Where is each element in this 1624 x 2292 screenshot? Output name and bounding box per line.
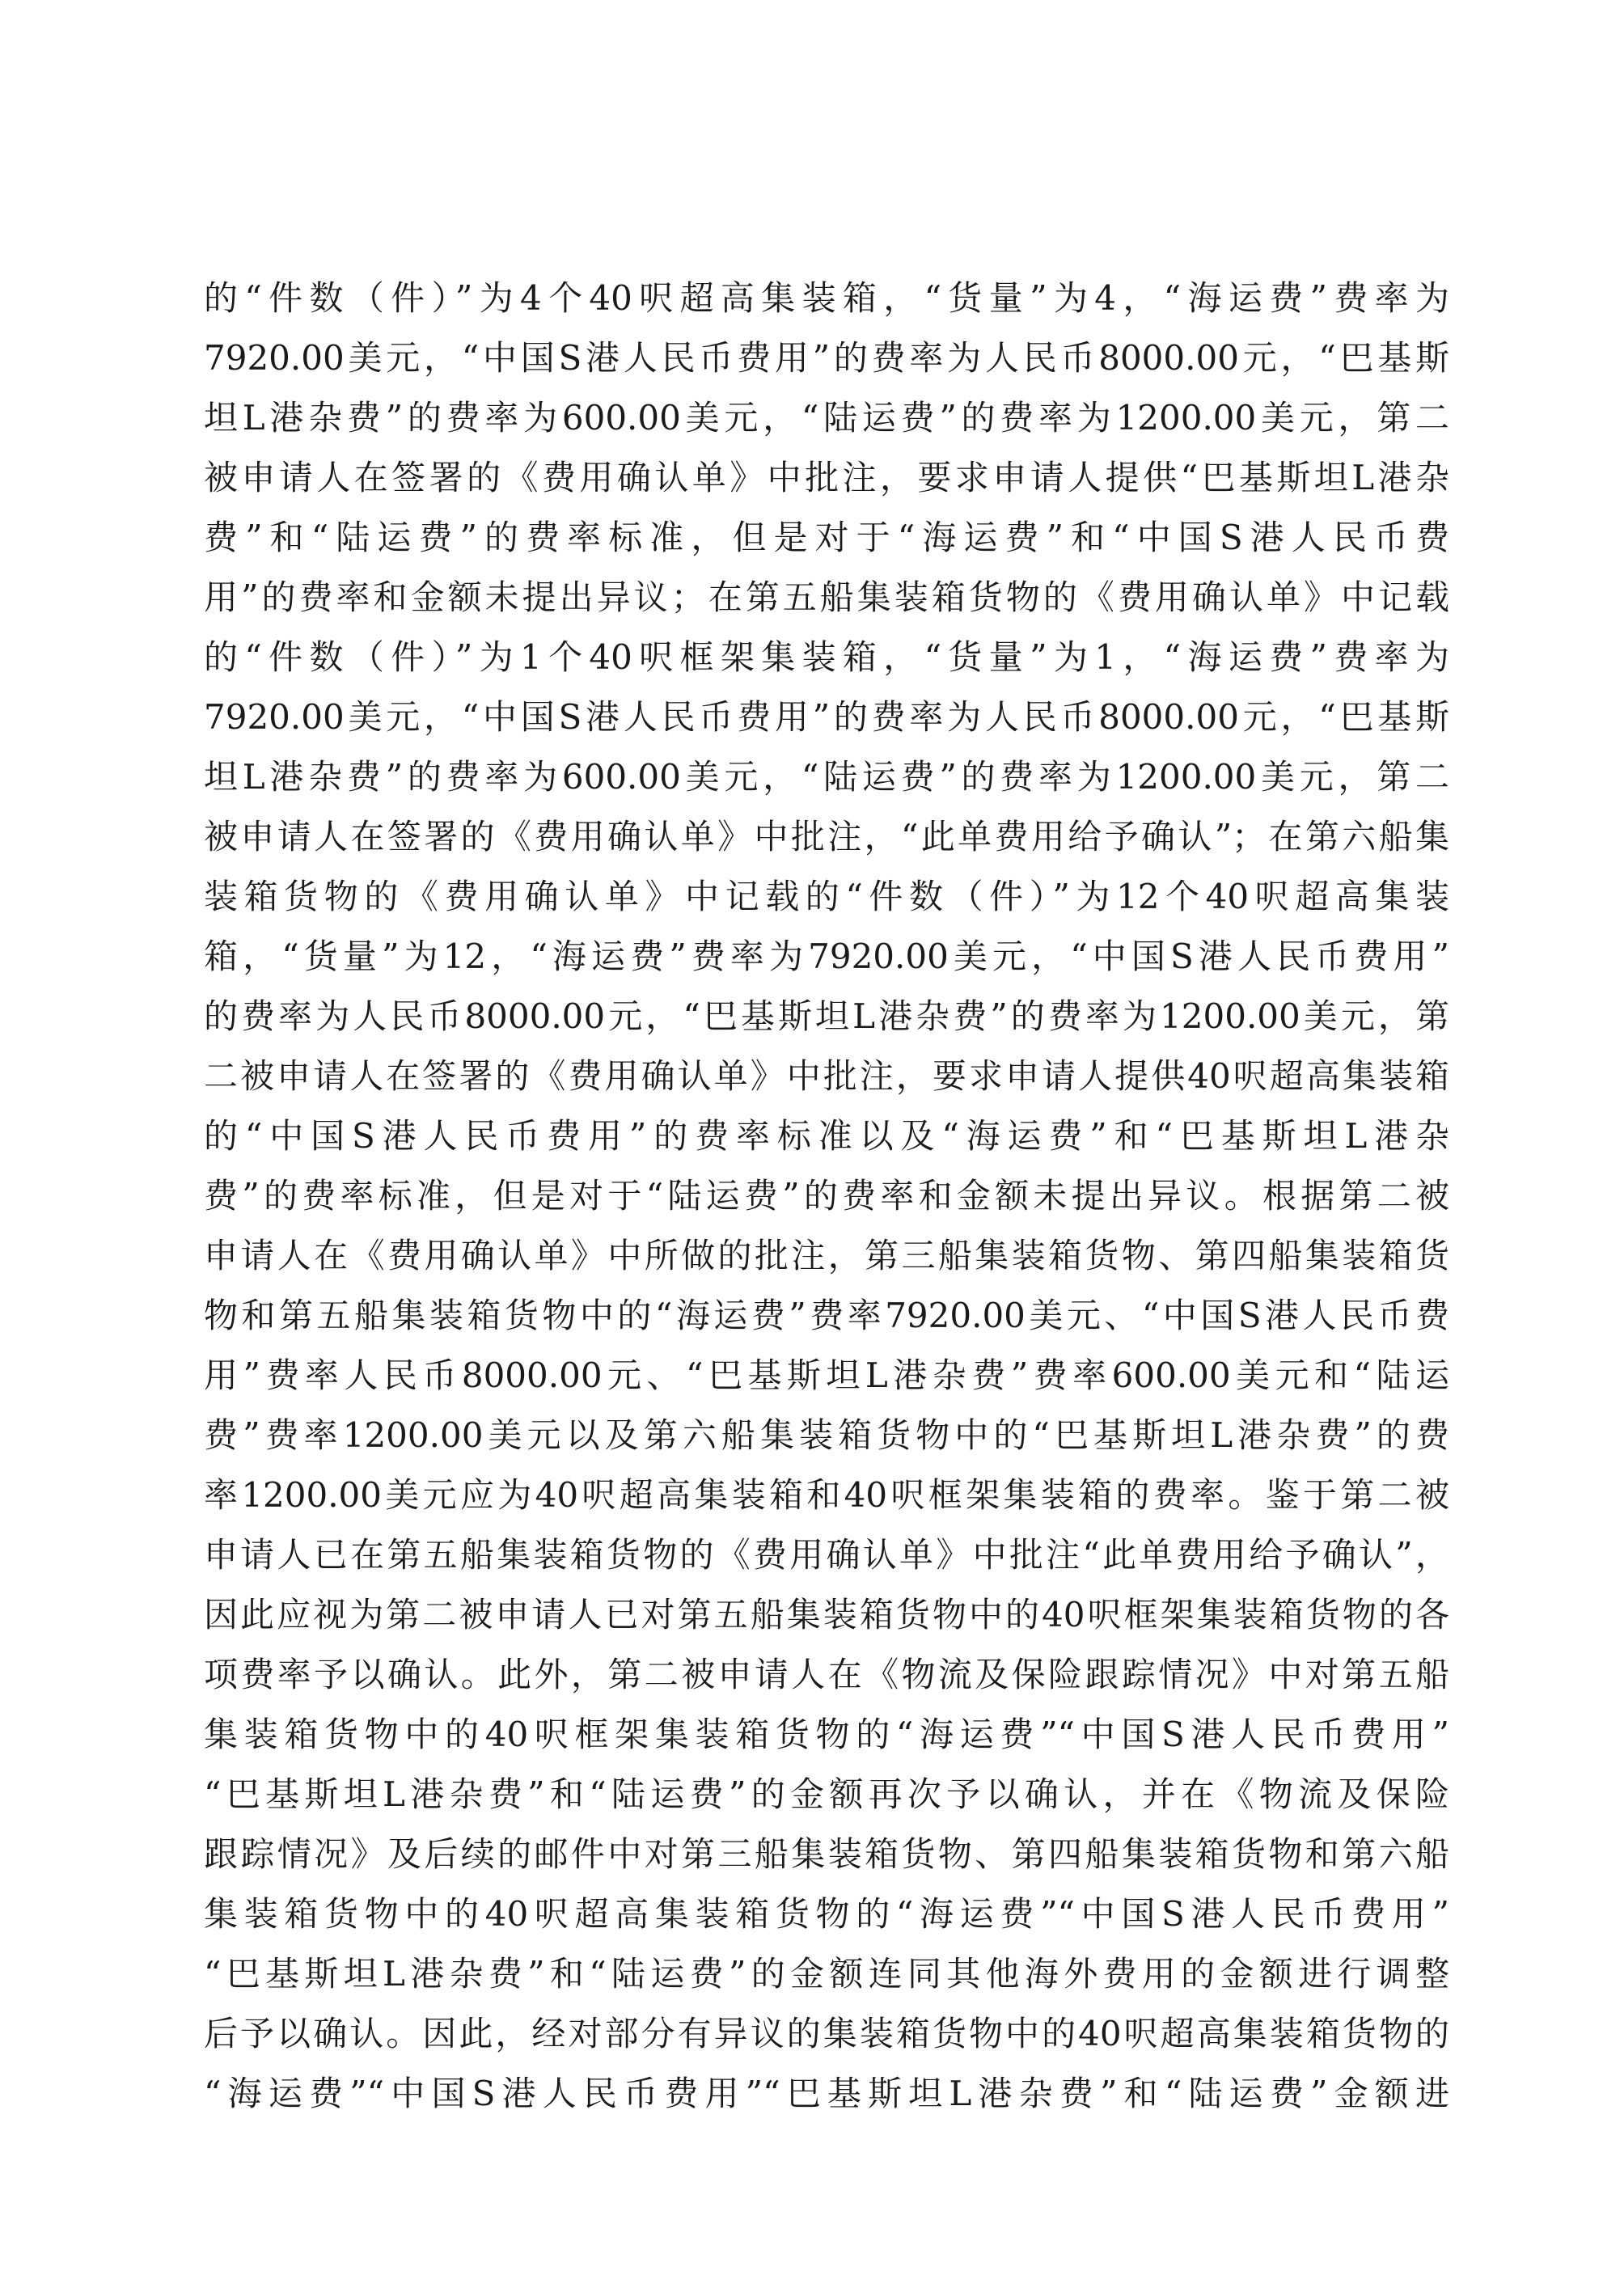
text-line: 后予以确认。因此，经对部分有异议的集装箱货物中的40呎超高集装箱货物的: [204, 2014, 1449, 2053]
text-line: 率1200.00美元应为40呎超高集装箱和40呎框架集装箱的费率。鉴于第二被: [204, 1475, 1449, 1515]
text-line: 跟踪情况》及后续的邮件中对第三船集装箱货物、第四船集装箱货物和第六船: [204, 1834, 1449, 1874]
text-line: 的“件数（件）”为1个40呎框架集装箱，“货量”为1，“海运费”费率为: [204, 637, 1449, 677]
text-line: 费”和“陆运费”的费率标准，但是对于“海运费”和“中国S港人民币费: [204, 518, 1449, 557]
body-paragraph: [204, 269, 1449, 2124]
text-line: 二被申请人在签署的《费用确认单》中批注，要求申请人提供40呎超高集装箱: [204, 1056, 1449, 1096]
text-line: 物和第五船集装箱货物中的“海运费”费率7920.00美元、“中国S港人民币费: [204, 1296, 1449, 1335]
text-line: 7920.00美元，“中国S港人民币费用”的费率为人民币8000.00元，“巴基斯: [204, 697, 1449, 737]
text-line: “巴基斯坦L港杂费”和“陆运费”的金额再次予以确认，并在《物流及保险: [204, 1774, 1449, 1814]
text-line: 用”费率人民币8000.00元、“巴基斯坦L港杂费”费率600.00美元和“陆运: [204, 1355, 1449, 1395]
text-line: “巴基斯坦L港杂费”和“陆运费”的金额连同其他海外费用的金额进行调整: [204, 1954, 1449, 1994]
text-line: 用”的费率和金额未提出异议；在第五船集装箱货物的《费用确认单》中记载: [204, 577, 1449, 617]
text-line: 的“中国S港人民币费用”的费率标准以及“海运费”和“巴基斯坦L港杂: [204, 1116, 1449, 1156]
text-line: 坦L港杂费”的费率为600.00美元，“陆运费”的费率为1200.00美元，第二: [204, 398, 1449, 438]
text-line: 集装箱货物中的40呎框架集装箱货物的“海运费”“中国S港人民币费用”: [204, 1715, 1449, 1754]
text-line: 被申请人在签署的《费用确认单》中批注，“此单费用给予确认”；在第六船集: [204, 817, 1449, 856]
text-line: 坦L港杂费”的费率为600.00美元，“陆运费”的费率为1200.00美元，第二: [204, 757, 1449, 797]
text-line: 申请人在《费用确认单》中所做的批注，第三船集装箱货物、第四船集装箱货: [204, 1236, 1449, 1275]
text-line: 的费率为人民币8000.00元，“巴基斯坦L港杂费”的费率为1200.00美元，第: [204, 996, 1449, 1036]
text-line: “海运费”“中国S港人民币费用”“巴基斯坦L港杂费”和“陆运费”金额进: [204, 2074, 1449, 2113]
text-line: 项费率予以确认。此外，第二被申请人在《物流及保险跟踪情况》中对第五船: [204, 1655, 1449, 1694]
text-line: 费”费率1200.00美元以及第六船集装箱货物中的“巴基斯坦L港杂费”的费: [204, 1415, 1449, 1455]
text-line: 的“件数（件）”为4个40呎超高集装箱，“货量”为4，“海运费”费率为: [204, 278, 1449, 318]
text-line: 被申请人在签署的《费用确认单》中批注，要求申请人提供“巴基斯坦L港杂: [204, 458, 1449, 497]
text-line: 装箱货物的《费用确认单》中记载的“件数（件）”为12个40呎超高集装: [204, 877, 1449, 916]
text-line: 因此应视为第二被申请人已对第五船集装箱货物中的40呎框架集装箱货物的各: [204, 1595, 1449, 1634]
text-line: 费”的费率标准，但是对于“陆运费”的费率和金额未提出异议。根据第二被: [204, 1176, 1449, 1216]
text-line: 箱，“货量”为12，“海运费”费率为7920.00美元，“中国S港人民币费用”: [204, 937, 1449, 976]
text-line: 集装箱货物中的40呎超高集装箱货物的“海运费”“中国S港人民币费用”: [204, 1894, 1449, 1934]
text-line: 7920.00美元，“中国S港人民币费用”的费率为人民币8000.00元，“巴基斯: [204, 338, 1449, 378]
text-line: 申请人已在第五船集装箱货物的《费用确认单》中批注“此单费用给予确认”，: [204, 1535, 1449, 1575]
